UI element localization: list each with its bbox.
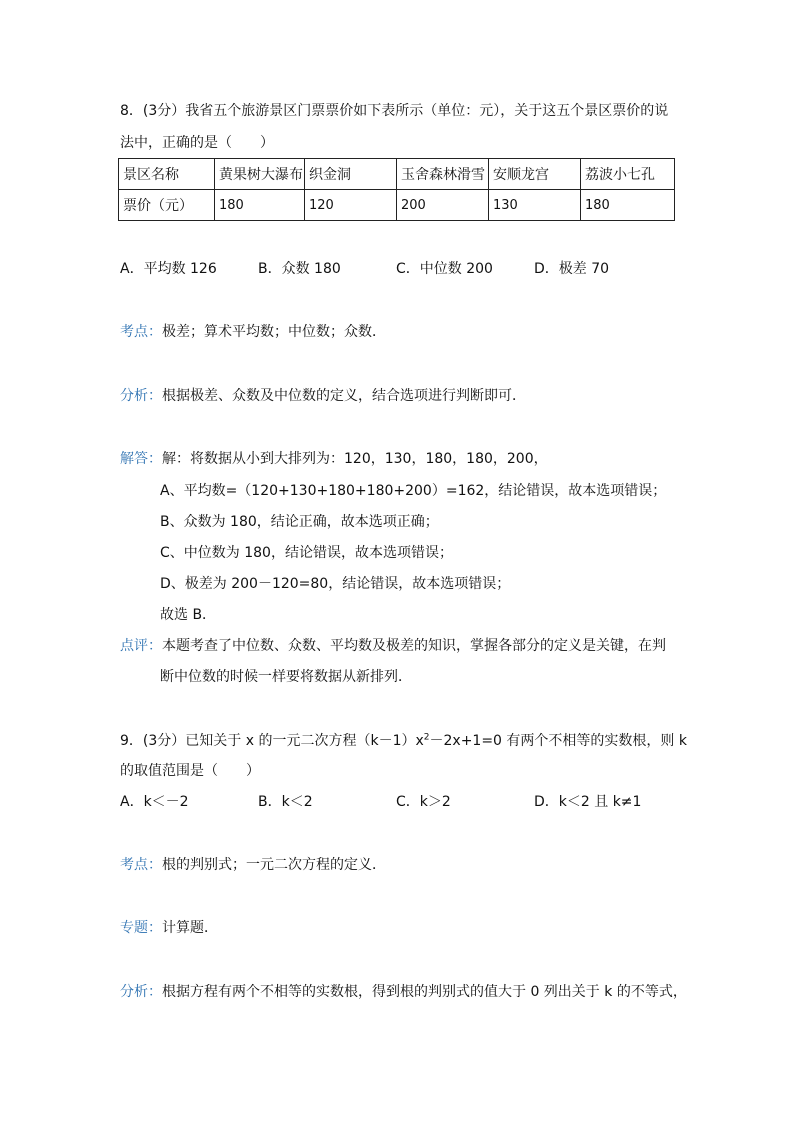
q9-stem-line1 (120, 731, 687, 751)
table-cell: 180 (215, 190, 305, 221)
q9-zhuanti (120, 918, 218, 938)
q8-stem-line2: 法中，正确的是（ ） (120, 135, 274, 151)
zhuanti-label: 专题： (120, 920, 162, 936)
dianping-label: 点评： (120, 638, 162, 654)
q9-stem-part1: 9．(3分）已知关于 x 的一元二次方程（k－1）x (120, 733, 424, 749)
table-cell: 荔波小七孔 (581, 159, 675, 190)
fenxi-text: 根据方程有两个不相等的实数根，得到根的判别式的值大于 0 列出关于 k 的不等式， (162, 984, 687, 1000)
fenxi-label: 分析： (120, 984, 162, 1000)
table-cell: 织金洞 (305, 159, 397, 190)
q9-exponent: 2 (423, 732, 430, 743)
table-cell: 玉舍森林滑雪 (397, 159, 489, 190)
q8-option-d: D．极差 70 (534, 261, 610, 277)
table-cell: 180 (581, 190, 675, 221)
q8-fenxi (120, 386, 526, 406)
table-cell: 200 (397, 190, 489, 221)
q9-option-b: B．k＜2 (258, 794, 313, 810)
table-row (119, 190, 675, 221)
fenxi-text: 根据极差、众数及中位数的定义，结合选项进行判断即可． (162, 388, 526, 404)
q8-stem-line1: 8．(3分）我省五个旅游景区门票票价如下表所示（单位：元），关于这五个景区票价的说 (120, 103, 669, 119)
q9-stem-line2: 的取值范围是（ ） (120, 763, 260, 779)
q9-option-c: C．k＞2 (396, 794, 451, 810)
q8-jieda (120, 449, 548, 469)
q9-kaodian (120, 855, 386, 875)
table-cell: 130 (489, 190, 581, 221)
jieda-label: 解答： (120, 451, 162, 467)
table-cell: 120 (305, 190, 397, 221)
q9-stem-part2: －2x+1=0 有两个不相等的实数根，则 k (429, 733, 687, 749)
q8-step-c: C、中位数为 180，结论错误，故本选项错误； (160, 545, 453, 561)
q8-step-a: A、平均数=（120+130+180+180+200）=162，结论错误，故本选项错误； (160, 483, 667, 499)
q8-option-c: C．中位数 200 (396, 261, 493, 277)
jieda-text: 解：将数据从小到大排列为：120，130，180，180，200， (162, 451, 548, 467)
q8-price-table (118, 158, 675, 221)
table-header-row (119, 159, 675, 190)
kaodian-text: 根的判别式；一元二次方程的定义． (162, 857, 386, 873)
q8-step-d: D、极差为 200－120=80，结论错误，故本选项错误； (160, 576, 511, 592)
table-cell: 黄果树大瀑布 (215, 159, 305, 190)
dianping-text: 本题考查了中位数、众数、平均数及极差的知识，掌握各部分的定义是关键，在判 (162, 638, 666, 654)
q8-option-a: A．平均数 126 (120, 261, 217, 277)
q9-fenxi (120, 982, 687, 1002)
kaodian-label: 考点： (120, 324, 162, 340)
zhuanti-text: 计算题． (162, 920, 218, 936)
table-cell: 安顺龙宫 (489, 159, 581, 190)
q8-option-b: B．众数 180 (258, 261, 341, 277)
q8-conclusion: 故选 B． (160, 607, 217, 623)
q8-dianping (120, 636, 666, 656)
table-cell: 票价（元） (119, 190, 215, 221)
kaodian-text: 极差；算术平均数；中位数；众数． (162, 324, 386, 340)
kaodian-label: 考点： (120, 857, 162, 873)
q8-dianping-line2: 断中位数的时候一样要将数据从新排列． (160, 669, 412, 685)
table-cell: 景区名称 (119, 159, 215, 190)
q9-option-d: D．k＜2 且 k≠1 (534, 794, 642, 810)
q8-step-b: B、众数为 180，结论正确，故本选项正确； (160, 514, 439, 530)
q9-option-a: A．k＜－2 (120, 794, 189, 810)
fenxi-label: 分析： (120, 388, 162, 404)
q8-kaodian (120, 322, 386, 342)
